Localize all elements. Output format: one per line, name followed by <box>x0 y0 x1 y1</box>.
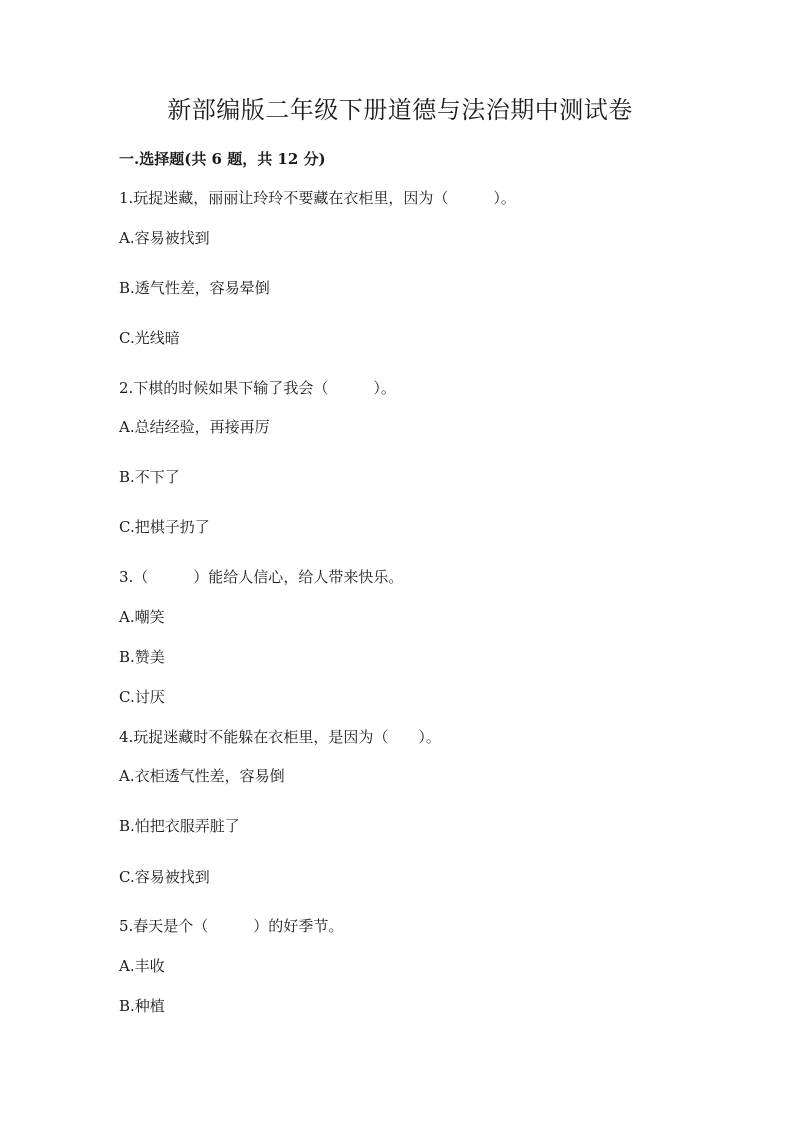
question-5-stem: 5.春天是个（ ）的好季节。 <box>119 917 344 935</box>
question-4-stem: 4.玩捉迷藏时不能躲在衣柜里，是因为（ ）。 <box>119 728 441 746</box>
question-2-option-b: B.不下了 <box>119 468 180 486</box>
question-4-option-b: B.怕把衣服弄脏了 <box>119 817 240 835</box>
page-title: 新部编版二年级下册道德与法治期中测试卷 <box>167 96 633 124</box>
question-1-option-b: B.透气性差，容易晕倒 <box>119 279 270 297</box>
question-3-option-c: C.讨厌 <box>119 688 165 706</box>
question-4-option-a: A.衣柜透气性差，容易倒 <box>119 767 285 785</box>
question-3-stem: 3.（ ）能给人信心，给人带来快乐。 <box>119 568 404 586</box>
question-2-option-c: C.把棋子扔了 <box>119 518 210 536</box>
question-4-option-c: C.容易被找到 <box>119 868 210 886</box>
section-heading: 一.选择题(共 6 题，共 12 分) <box>119 150 326 168</box>
question-5-option-a: A.丰收 <box>119 957 165 975</box>
question-5-option-b: B.种植 <box>119 997 165 1015</box>
question-3-option-a: A.嘲笑 <box>119 608 165 626</box>
question-1-option-c: C.光线暗 <box>119 329 180 347</box>
question-1-stem: 1.玩捉迷藏，丽丽让玲玲不要藏在衣柜里，因为（ ）。 <box>119 189 516 207</box>
question-2-stem: 2.下棋的时候如果下输了我会（ ）。 <box>119 379 396 397</box>
question-3-option-b: B.赞美 <box>119 648 165 666</box>
question-1-option-a: A.容易被找到 <box>119 229 210 247</box>
question-2-option-a: A.总结经验，再接再厉 <box>119 418 270 436</box>
